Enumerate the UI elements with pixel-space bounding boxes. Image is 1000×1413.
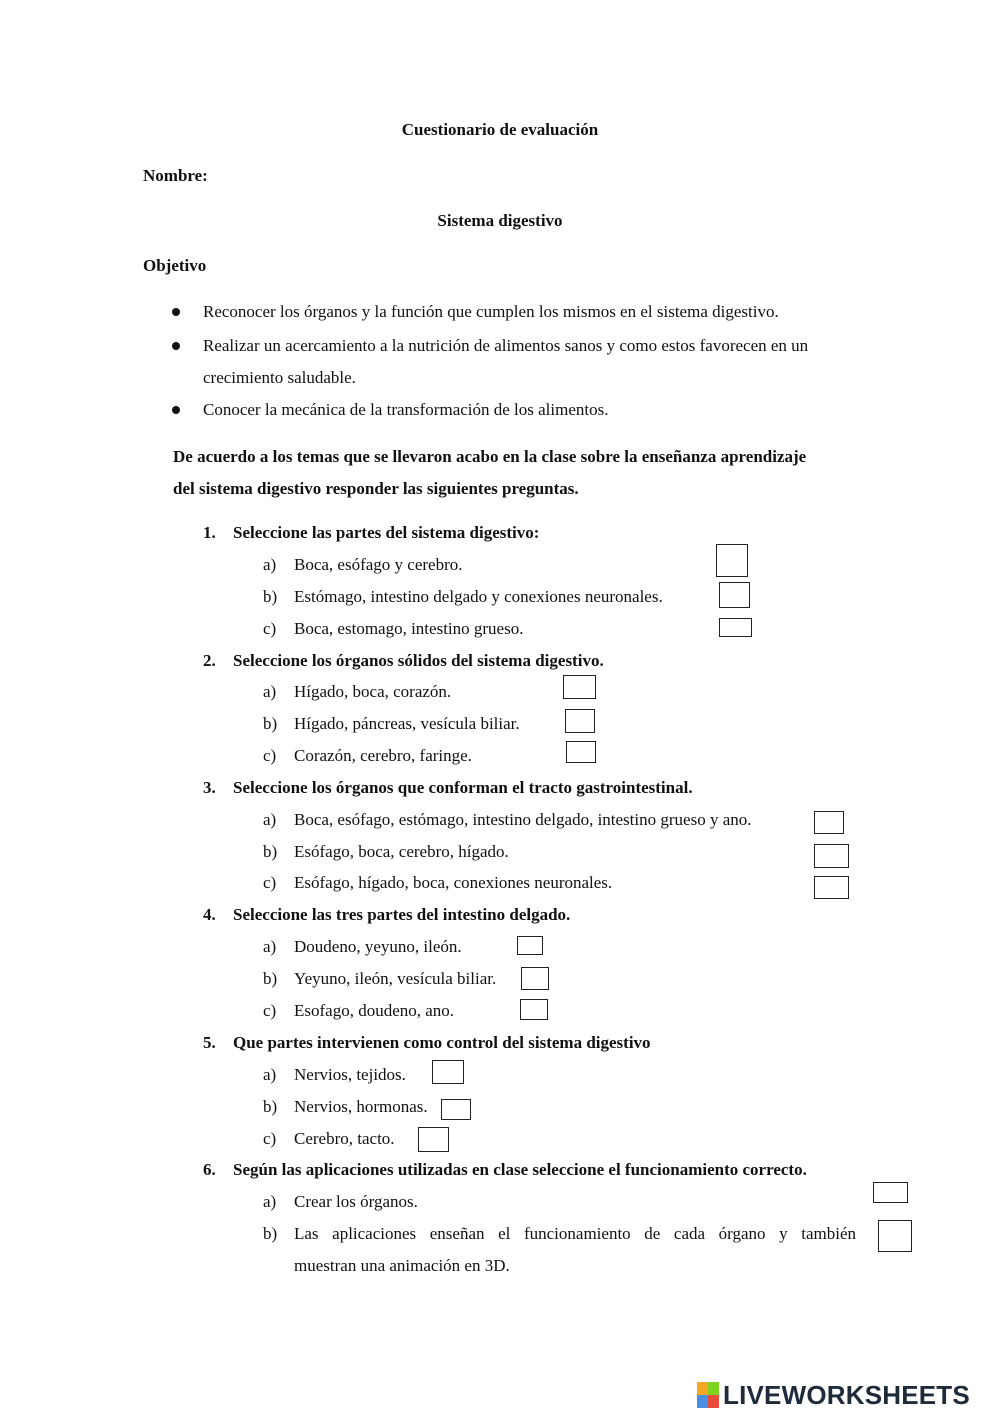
option-letter: c) [263,873,277,892]
objective-label: Objetivo [143,256,207,275]
option-letter: a) [263,555,277,574]
option-text: Boca, esófago y cerebro. [294,555,463,574]
answer-checkbox[interactable] [520,999,548,1020]
option-letter: a) [263,1192,277,1211]
bullet-icon [172,308,180,316]
question-text: Seleccione los órganos sólidos del sistema digestivo. [233,651,604,670]
option-letter: b) [263,587,278,606]
name-label: Nombre: [143,166,208,185]
logo-text: LIVEWORKSHEETS [723,1379,970,1410]
question-text: Según las aplicaciones utilizadas en clase seleccione el funcionamiento correcto. [233,1160,807,1179]
answer-checkbox[interactable] [716,544,748,577]
question-number: 1. [203,523,216,542]
objective-item: Conocer la mecánica de la transformación de los alimentos. [203,400,609,419]
option-text: Yeyuno, ileón, vesícula biliar. [294,969,497,988]
logo-square [708,1395,719,1408]
option-text: Esofago, doudeno, ano. [294,1001,455,1020]
option-letter: b) [263,1224,278,1243]
answer-checkbox[interactable] [432,1060,464,1084]
question-number: 6. [203,1160,216,1179]
question-text: Seleccione las partes del sistema digestivo: [233,523,540,542]
question-text: Seleccione las tres partes del intestino delgado. [233,905,571,924]
option-letter: b) [263,969,278,988]
option-letter: a) [263,682,277,701]
question-text: Seleccione los órganos que conforman el tracto gastrointestinal. [233,778,693,797]
objective-item-continued: crecimiento saludable. [203,368,356,387]
answer-checkbox[interactable] [563,675,596,699]
page-title: Cuestionario de evaluación [401,120,599,139]
answer-checkbox[interactable] [719,582,750,608]
answer-checkbox[interactable] [878,1220,912,1252]
bullet-icon [172,342,180,350]
option-text: Esófago, boca, cerebro, hígado. [294,842,509,861]
question-number: 5. [203,1033,216,1052]
option-text: Corazón, cerebro, faringe. [294,746,472,765]
logo-square [697,1382,708,1395]
option-text: Estómago, intestino delgado y conexiones neuronales. [294,587,663,606]
logo-square [697,1395,708,1408]
answer-checkbox[interactable] [517,936,543,955]
option-text-continued: muestran una animación en 3D. [294,1256,510,1275]
option-text: Doudeno, yeyuno, ileón. [294,937,462,956]
option-letter: c) [263,619,277,638]
question-text: Que partes intervienen como control del sistema digestivo [233,1033,651,1052]
objective-item: Realizar un acercamiento a la nutrición de alimentos sanos y como estos favorecen en un [203,336,809,355]
answer-checkbox[interactable] [441,1099,471,1120]
option-text: Nervios, hormonas. [294,1097,428,1116]
option-text: Boca, estomago, intestino grueso. [294,619,524,638]
option-letter: b) [263,1097,278,1116]
option-text: Nervios, tejidos. [294,1065,406,1084]
option-text: Crear los órganos. [294,1192,418,1211]
option-text: Las aplicaciones enseñan el funcionamiento de cada órgano y también [294,1224,856,1243]
option-letter: b) [263,714,278,733]
liveworksheets-logo-icon [697,1382,719,1408]
answer-checkbox[interactable] [814,876,849,899]
answer-checkbox[interactable] [814,844,849,868]
option-text: Hígado, páncreas, vesícula biliar. [294,714,520,733]
option-letter: a) [263,937,277,956]
option-letter: a) [263,1065,277,1084]
question-number: 3. [203,778,216,797]
instructions-line: del sistema digestivo responder las siguientes preguntas. [173,479,579,498]
answer-checkbox[interactable] [814,811,844,834]
question-number: 4. [203,905,216,924]
option-letter: c) [263,746,277,765]
subject-heading: Sistema digestivo [437,211,563,230]
question-number: 2. [203,651,216,670]
answer-checkbox[interactable] [873,1182,908,1203]
option-text: Boca, esófago, estómago, intestino delgado, intestino grueso y ano. [294,810,752,829]
liveworksheets-logo[interactable] [697,1380,970,1410]
option-letter: b) [263,842,278,861]
objective-item: Reconocer los órganos y la función que cumplen los mismos en el sistema digestivo. [203,302,779,321]
option-text: Cerebro, tacto. [294,1129,395,1148]
instructions-line: De acuerdo a los temas que se llevaron acabo en la clase sobre la enseñanza aprendizaje [173,447,807,466]
answer-checkbox[interactable] [565,709,595,733]
answer-checkbox[interactable] [521,967,549,990]
logo-square [708,1382,719,1395]
answer-checkbox[interactable] [418,1127,449,1152]
option-text: Esófago, hígado, boca, conexiones neuronales. [294,873,613,892]
option-letter: c) [263,1129,277,1148]
answer-checkbox[interactable] [719,618,752,637]
option-letter: a) [263,810,277,829]
bullet-icon [172,406,180,414]
answer-checkbox[interactable] [566,741,596,763]
option-letter: c) [263,1001,277,1020]
option-text: Hígado, boca, corazón. [294,682,452,701]
